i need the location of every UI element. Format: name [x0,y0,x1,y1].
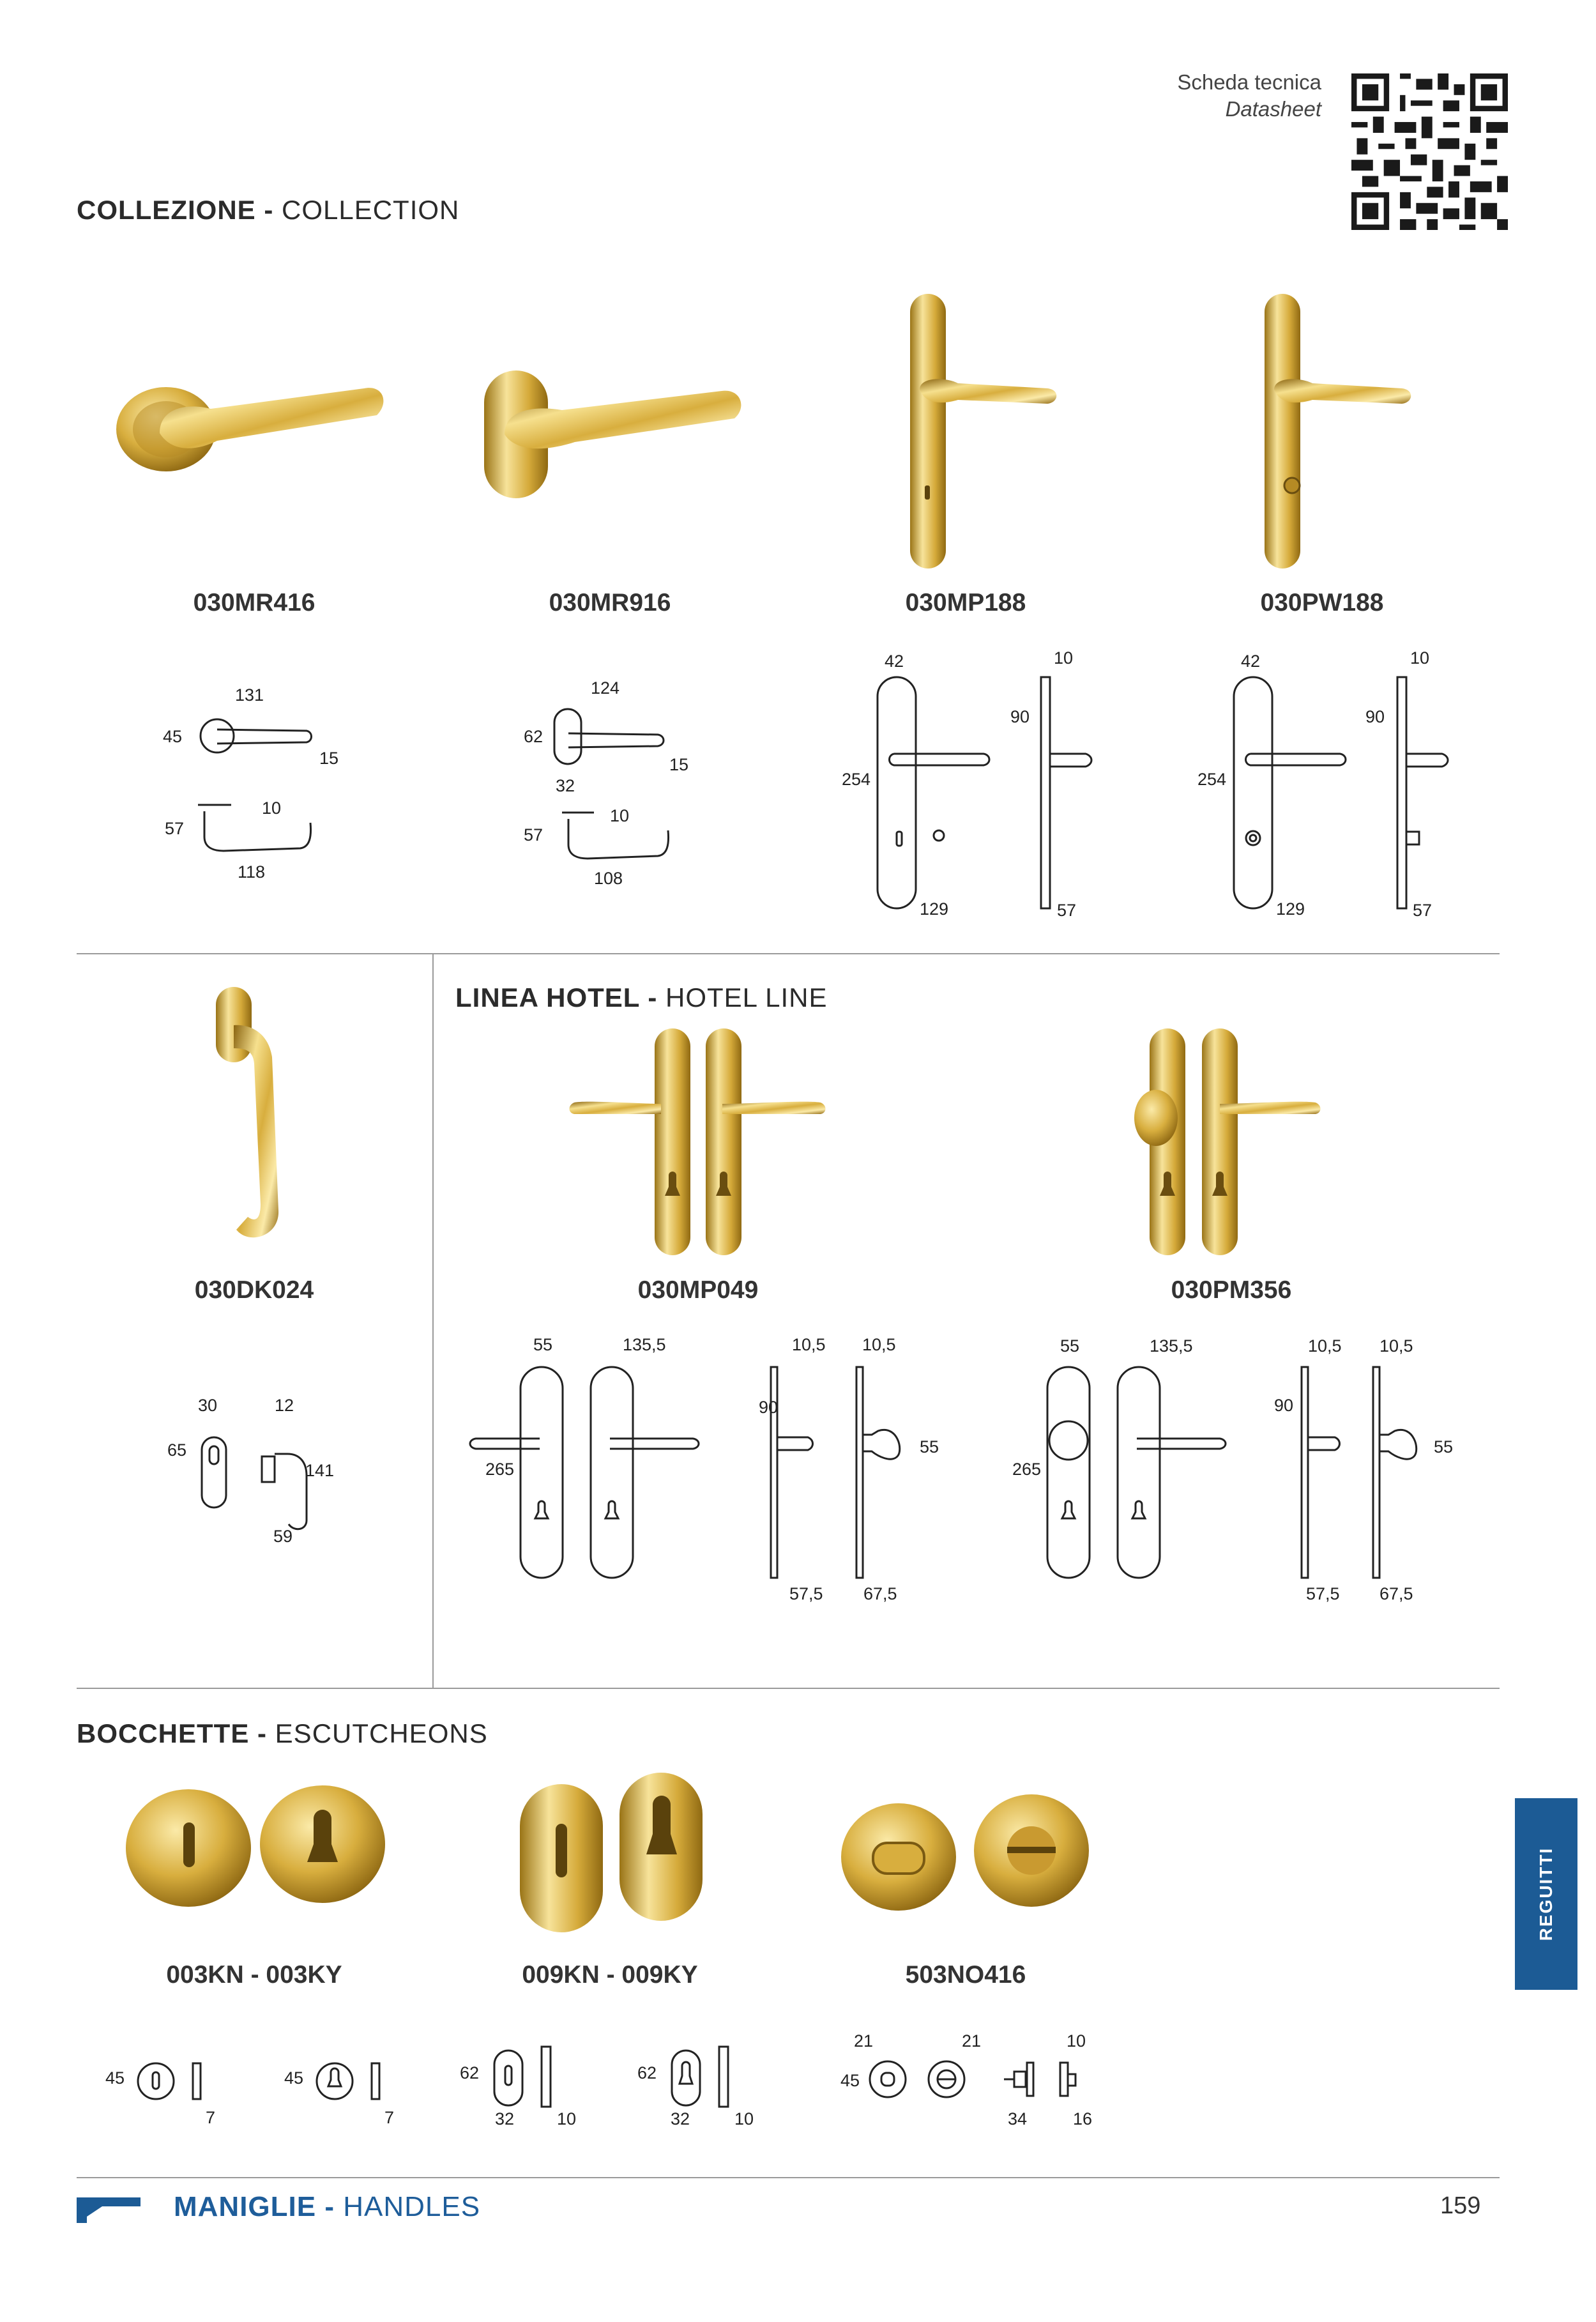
dimension-label: 55 [1434,1437,1454,1456]
technical-drawing-030mr416 [160,677,351,894]
dimension-label: 90 [759,1398,779,1417]
section-title-light: COLLECTION [282,195,460,225]
product-code: 003KN - 003KY [166,1961,342,1989]
product-photo-030mr916 [479,364,747,505]
dimension-label: 45 [284,2068,304,2088]
qr-code-icon[interactable] [1351,73,1508,230]
dimension-label: 129 [920,899,949,919]
dimension-label: 10 [262,798,282,818]
dimension-label: 62 [524,727,543,746]
product-code: 030MP188 [905,589,1026,616]
technical-drawing-503no416 [862,2047,1092,2118]
section-title-light: ESCUTCHEONS [275,1718,488,1748]
dimension-label: 131 [235,685,264,705]
dimension-label: 10,5 [792,1335,826,1354]
section-title-collection [77,195,459,225]
section-title-light: HOTEL LINE [665,982,828,1012]
dimension-label: 10,5 [862,1335,896,1354]
product-code: 030DK024 [194,1276,314,1304]
dimension-label: 90 [1365,707,1385,726]
brand-logo-icon [77,2197,141,2223]
dimension-label: 21 [854,2031,874,2051]
page-number: 159 [1440,2192,1481,2219]
dimension-label: 10 [1410,648,1430,668]
dimension-label: 62 [460,2063,480,2082]
product-photo-030pw188 [1261,294,1415,575]
technical-drawing-003kn [128,2051,217,2127]
product-photo-009kn-009ky [517,1773,709,1939]
dimension-label: 90 [1274,1396,1294,1415]
dimension-label: 90 [1010,707,1030,726]
product-code: 030MR416 [193,589,315,616]
dimension-label: 59 [273,1527,293,1546]
dimension-label: 7 [384,2108,395,2127]
section-title-bold: BOCCHETTE - [77,1718,267,1748]
dimension-label: 57 [1057,901,1077,920]
dimension-label: 62 [637,2063,657,2082]
column-divider [432,953,434,1688]
dimension-label: 55 [920,1437,939,1456]
dimension-label: 21 [962,2031,982,2051]
dimension-label: 65 [167,1440,187,1460]
dimension-label: 10 [557,2109,577,2128]
dimension-label: 32 [556,776,575,795]
dimension-label: 32 [671,2109,690,2128]
product-photo-030pm356 [1124,1028,1341,1258]
footer-brand-bold: MANIGLIE - [174,2191,335,2222]
dimension-label: 108 [594,869,623,888]
technical-drawing-009kn [485,2038,575,2114]
product-photo-003kn-003ky [125,1785,393,1913]
product-code: 030PM356 [1171,1276,1292,1304]
technical-drawing-030pm356 [984,1361,1469,1591]
dimension-label: 135,5 [623,1335,666,1354]
dimension-label: 10 [734,2109,754,2128]
dimension-label: 55 [533,1335,553,1354]
dimension-label: 135,5 [1150,1336,1193,1356]
footer-divider [77,2177,1500,2178]
section-divider [77,1688,1500,1689]
product-photo-030dk024 [211,987,313,1255]
dimension-label: 57,5 [1306,1584,1340,1603]
product-code: 030PW188 [1260,589,1384,616]
dimension-label: 15 [669,755,689,774]
dimension-label: 118 [238,862,266,882]
dimension-label: 55 [1060,1336,1080,1356]
dimension-label: 254 [1197,770,1227,789]
dimension-label: 34 [1008,2109,1028,2128]
section-title-bold: COLLEZIONE - [77,195,274,225]
datasheet-label [1177,69,1321,123]
dimension-label: 57,5 [789,1584,823,1603]
dimension-label: 7 [206,2108,216,2127]
section-divider [77,953,1500,954]
section-title-bold: LINEA HOTEL - [455,982,658,1012]
technical-drawing-030mp049 [457,1361,942,1591]
dimension-label: 30 [198,1396,218,1415]
dimension-label: 141 [305,1461,335,1480]
dimension-label: 15 [319,749,339,768]
technical-drawing-030mp188 [856,658,1124,926]
dimension-label: 32 [495,2109,515,2128]
dimension-label: 265 [1012,1460,1042,1479]
dimension-label: 16 [1073,2109,1093,2128]
section-title-escutcheons [77,1718,488,1749]
dimension-label: 265 [485,1460,515,1479]
dimension-label: 254 [842,770,871,789]
dimension-label: 10,5 [1308,1336,1342,1356]
section-title-hotel [455,982,828,1013]
technical-drawing-003ky [307,2051,396,2127]
dimension-label: 12 [275,1396,294,1415]
dimension-label: 10 [610,806,630,825]
dimension-label: 57 [165,819,185,838]
product-code: 009KN - 009KY [522,1961,698,1989]
dimension-label: 10 [1054,648,1074,668]
product-code: 503NO416 [905,1961,1026,1989]
product-photo-030mp049 [565,1028,833,1258]
dimension-label: 42 [1241,652,1261,671]
product-code: 030MP049 [637,1276,759,1304]
dimension-label: 10,5 [1379,1336,1413,1356]
dimension-label: 45 [840,2071,860,2090]
dimension-label: 67,5 [1379,1584,1413,1603]
dimension-label: 45 [105,2068,125,2088]
technical-drawing-030pw188 [1212,658,1480,926]
dimension-label: 67,5 [863,1584,897,1603]
product-code: 030MR916 [549,589,671,616]
product-photo-030mr416 [115,358,396,498]
dimension-label: 129 [1276,899,1305,919]
technical-drawing-009ky [663,2038,752,2114]
product-photo-503no416 [840,1792,1095,1920]
dimension-label: 42 [885,652,904,671]
datasheet-label-it: Scheda tecnica [1177,70,1321,94]
dimension-label: 45 [163,727,183,746]
dimension-label: 10 [1067,2031,1086,2051]
dimension-label: 57 [1413,901,1433,920]
dimension-label: 124 [591,678,620,698]
side-tab-reguitti[interactable] [1515,1798,1577,1990]
datasheet-label-en: Datasheet [1225,97,1321,121]
product-photo-030mp188 [907,294,1060,575]
dimension-label: 57 [524,825,543,844]
footer-brand [174,2191,480,2223]
side-tab-label: REGUITTI [1536,1847,1556,1941]
footer-brand-light: HANDLES [343,2191,481,2222]
